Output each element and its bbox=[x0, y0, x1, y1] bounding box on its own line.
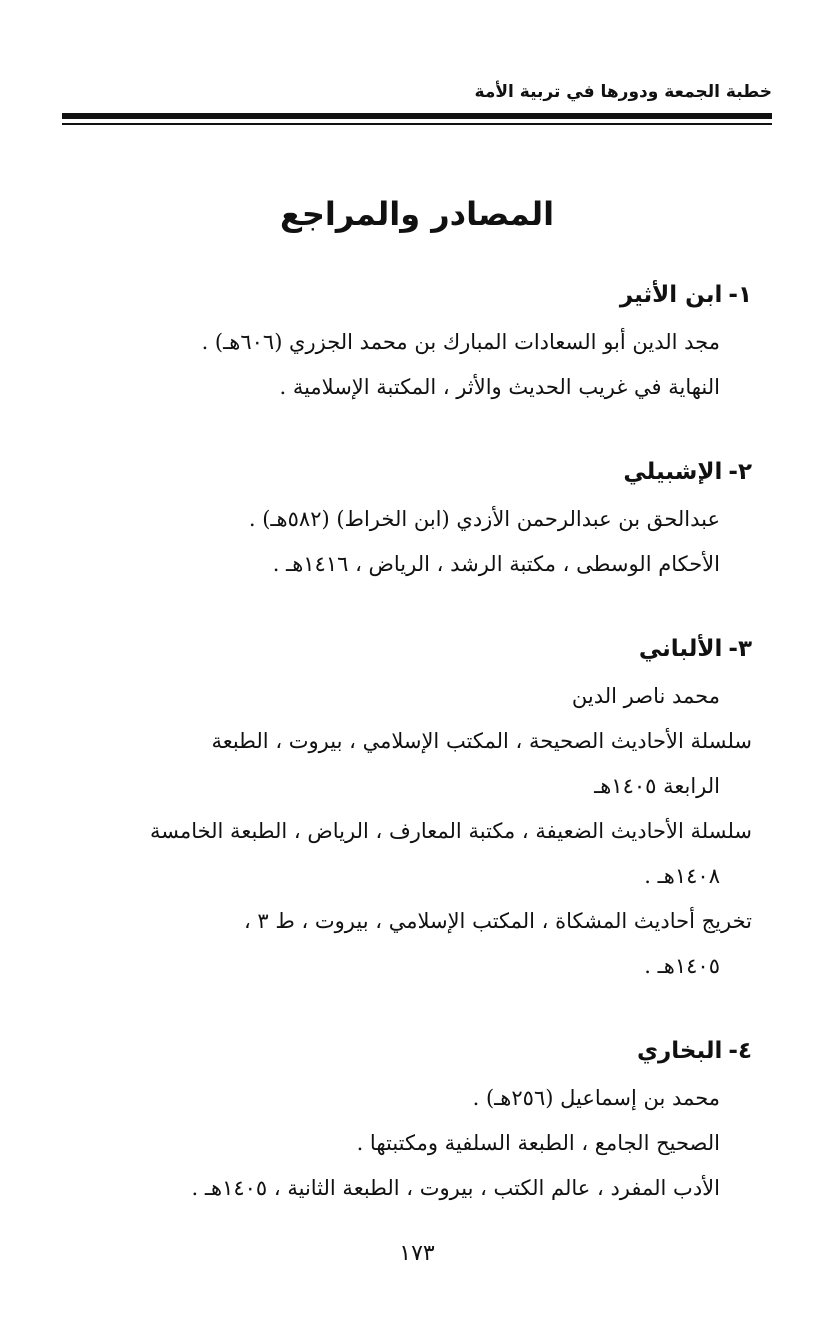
reference-heading bbox=[70, 447, 752, 497]
page-number: ١٧٣ bbox=[399, 1241, 435, 1266]
reference-line: الأحكام الوسطى ، مكتبة الرشد ، الرياض ، ١٤١٦هـ . bbox=[272, 552, 720, 576]
reference-entry bbox=[70, 270, 752, 410]
reference-entry bbox=[70, 624, 752, 989]
reference-number: ٢- bbox=[728, 459, 752, 485]
reference-entry bbox=[70, 1026, 752, 1211]
reference-author: الإشبيلي bbox=[623, 459, 723, 485]
reference-line: سلسلة الأحاديث الصحيحة ، المكتب الإسلامي ، بيروت ، الطبعة bbox=[211, 729, 752, 753]
chapter-title: المصادر والمراجع bbox=[279, 195, 555, 233]
reference-line: الرابعة ١٤٠٥هـ bbox=[594, 774, 720, 798]
reference-line: سلسلة الأحاديث الضعيفة ، مكتبة المعارف ، الرياض ، الطبعة الخامسة bbox=[149, 819, 752, 843]
reference-number: ٣- bbox=[728, 636, 752, 662]
header-rule-thick bbox=[62, 113, 772, 119]
reference-line: تخريج أحاديث المشكاة ، المكتب الإسلامي ، بيروت ، ط ٣ ، bbox=[243, 909, 752, 933]
reference-line: عبدالحق بن عبدالرحمن الأزدي (ابن الخراط) (٥٨٢هـ) . bbox=[248, 507, 720, 531]
reference-line: الصحيح الجامع ، الطبعة السلفية ومكتبتها . bbox=[356, 1131, 720, 1155]
reference-heading bbox=[70, 270, 752, 320]
reference-heading bbox=[70, 624, 752, 674]
reference-line: محمد بن إسماعيل (٢٥٦هـ) . bbox=[472, 1086, 720, 1110]
reference-line: محمد ناصر الدين bbox=[571, 684, 720, 708]
reference-author: الألباني bbox=[638, 636, 723, 662]
header-rule-thin bbox=[62, 123, 772, 125]
reference-number: ٤- bbox=[728, 1038, 752, 1064]
reference-line: مجد الدين أبو السعادات المبارك بن محمد الجزري (٦٠٦هـ) . bbox=[201, 330, 720, 354]
reference-line: الأدب المفرد ، عالم الكتب ، بيروت ، الطبعة الثانية ، ١٤٠٥هـ . bbox=[191, 1176, 720, 1200]
reference-number: ١- bbox=[728, 282, 752, 308]
reference-entry bbox=[70, 447, 752, 587]
reference-heading bbox=[70, 1026, 752, 1076]
reference-author: البخاري bbox=[636, 1038, 723, 1064]
reference-line: ١٤٠٨هـ . bbox=[644, 864, 720, 888]
reference-author: ابن الأثير bbox=[619, 282, 723, 308]
running-header: خطبة الجمعة ودورها في تربية الأمة bbox=[474, 82, 772, 102]
references-list bbox=[70, 270, 752, 1248]
reference-line: النهاية في غريب الحديث والأثر ، المكتبة الإسلامية . bbox=[279, 375, 720, 399]
reference-line: ١٤٠٥هـ . bbox=[644, 954, 720, 978]
